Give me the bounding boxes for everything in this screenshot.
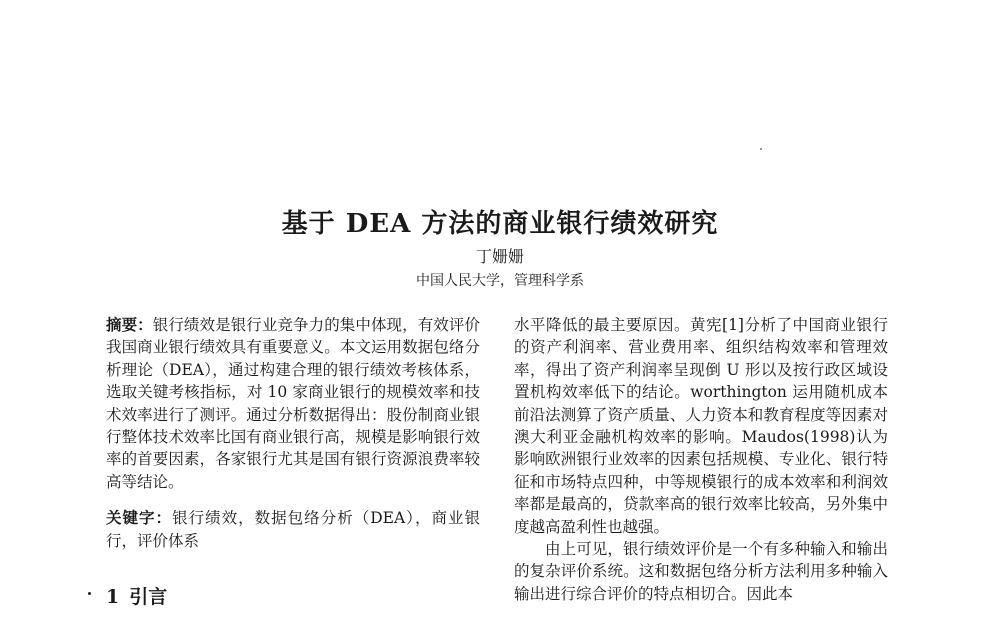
- abstract-text: 银行绩效是银行业竞争力的集中体现，有效评价我国商业银行绩效具有重要意义。本文运用数据包络分析理论（DEA），通过构建合理的银行绩效考核体系，选取关键考核指标，对 10 家商业银行的规模效率和技术效率进行了测评。通过分析数据得出：股份制商业银行整体技术效率比国有商业银行高，规模是影响银行效率的首要因素，各家银行尤其是国有银行资源浪费率较高等结论。: [106, 316, 480, 491]
- author-affiliation: 中国人民大学，管理科学系: [416, 273, 584, 289]
- abstract-label: 摘要：: [106, 315, 153, 334]
- right-paragraph-2: 由上可见，银行绩效评价是一个有多种输入和输出的复杂评价系统。这和数据包络分析方法利用多种输入输出进行综合评价的特点相切合。因此本: [514, 540, 888, 603]
- keywords: [106, 507, 480, 552]
- section-number: 1: [106, 586, 120, 608]
- author-name: 丁姗姗: [475, 247, 524, 266]
- keywords-label: 关键字：: [106, 508, 173, 528]
- right-paragraph-1: 水平降低的最主要原因。黄宪[1]分析了中国商业银行的资产利润率、营业费用率、组织结构效率和管理效率，得出了资产利润率呈现倒 U 形以及按行政区域设置机构效率低下的结论。worthington 运用随机成本前沿法测算了资产质量、人力资本和教育程度等因素对澳大利亚金融机构效率的影响。Maudos(1998)认为影响欧洲银行业效率的因素包括规模、专业化、银行特征和市场特点四种，中等规模银行的成本效率和利润效率都是最高的，贷款率高的银行效率比较高，另外集中度越高盈利性也越强。: [514, 316, 888, 536]
- margin-mark: [88, 592, 91, 595]
- right-column: [514, 314, 888, 605]
- abstract: [106, 314, 480, 493]
- paper-title: 基于 DEA 方法的商业银行绩效研究: [281, 209, 719, 240]
- left-column: [106, 314, 480, 552]
- section-title: 引言: [129, 586, 168, 608]
- section-heading: [106, 582, 167, 609]
- scan-speck: [760, 148, 762, 150]
- keywords-text: 银行绩效，数据包络分析（DEA），商业银行，评价体系: [106, 509, 480, 550]
